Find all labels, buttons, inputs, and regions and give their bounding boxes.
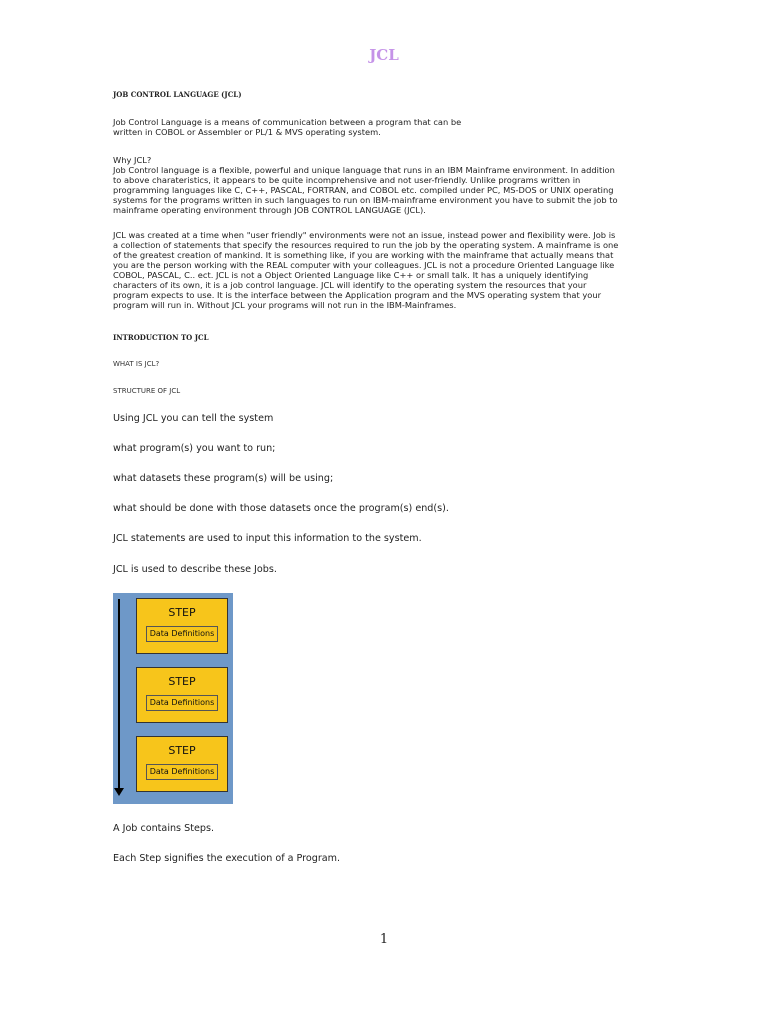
step-label: STEP [168, 606, 196, 619]
closing-line: A Job contains Steps. [113, 823, 215, 834]
body-line: what program(s) you want to run; [113, 443, 276, 454]
why-heading: Why JCL? [113, 155, 152, 165]
page-number: 1 [379, 932, 389, 947]
history-line: JCL was created at a time when "user friendly" environments were not an issue, instead power and flexibility were. Job is [113, 230, 616, 240]
why-line: programming languages like C, C++, PASCAL, FORTRAN, and COBOL etc. compiled under PC, MS-DOS or UNIX operating [113, 185, 614, 195]
history-line: program will run in. Without JCL your programs will not run in the IBM-Mainframes. [113, 300, 457, 310]
what-is-jcl-heading: WHAT IS JCL? [113, 360, 160, 368]
data-definitions-box: Data Definitions [146, 626, 218, 642]
intro-heading: INTRODUCTION TO JCL [113, 333, 209, 342]
body-line: JCL statements are used to input this information to the system. [113, 533, 422, 544]
why-line: to above charateristics, it appears to be quite incomprehensive and not user-friendly. Unlike programs written in [113, 175, 581, 185]
history-paragraph [113, 230, 658, 310]
why-jcl-paragraph [113, 155, 658, 215]
history-line: COBOL, PASCAL, C.. ect. JCL is not a Object Oriented Language like C++ or small talk. It has a uniquely identifying [113, 270, 589, 280]
section-heading-jcl: JOB CONTROL LANGUAGE (JCL) [113, 90, 242, 99]
intro-paragraph [113, 117, 658, 137]
step-block [136, 736, 228, 792]
history-line: characters of its own, it is a job control language. JCL will identify to the operating system the resources that your [113, 280, 587, 290]
data-definitions-box: Data Definitions [146, 764, 218, 780]
step-block [136, 598, 228, 654]
why-line: Job Control language is a flexible, powerful and unique language that runs in an IBM Mainframe environment. In addition [113, 165, 615, 175]
step-block [136, 667, 228, 723]
closing-line: Each Step signifies the execution of a Program. [113, 853, 341, 864]
body-line: what should be done with those datasets once the program(s) end(s). [113, 503, 449, 514]
why-line: systems for the programs written in such languages to run on IBM-mainframe environment you have to submit the job to [113, 195, 618, 205]
structure-heading: STRUCTURE OF JCL [113, 387, 181, 395]
history-line: program expects to use. It is the interface between the Application program and the MVS operating system that your [113, 290, 601, 300]
history-line: you are the person working with the REAL computer with your colleagues. JCL is not a procedure Oriented Language like [113, 260, 615, 270]
intro-line: Job Control Language is a means of communication between a program that can be [113, 117, 462, 127]
body-line: JCL is used to describe these Jobs. [113, 564, 277, 575]
arrow-down-icon [114, 788, 124, 796]
flow-arrow-shaft [118, 599, 120, 790]
document-title: JCL [369, 46, 399, 64]
step-label: STEP [168, 744, 196, 757]
history-line: of the greatest creation of mankind. It is something like, if you are working with the mainframe that actually means that [113, 250, 614, 260]
history-line: a collection of statements that specify the resources required to run the job by the operating system. A mainframe is one [113, 240, 619, 250]
body-line: what datasets these program(s) will be using; [113, 473, 334, 484]
step-label: STEP [168, 675, 196, 688]
intro-line: written in COBOL or Assembler or PL/1 & MVS operating system. [113, 127, 381, 137]
why-line: mainframe operating environment through JOB CONTROL LANGUAGE (JCL). [113, 205, 426, 215]
job-steps-diagram [113, 593, 233, 804]
data-definitions-box: Data Definitions [146, 695, 218, 711]
body-line: Using JCL you can tell the system [113, 413, 274, 424]
